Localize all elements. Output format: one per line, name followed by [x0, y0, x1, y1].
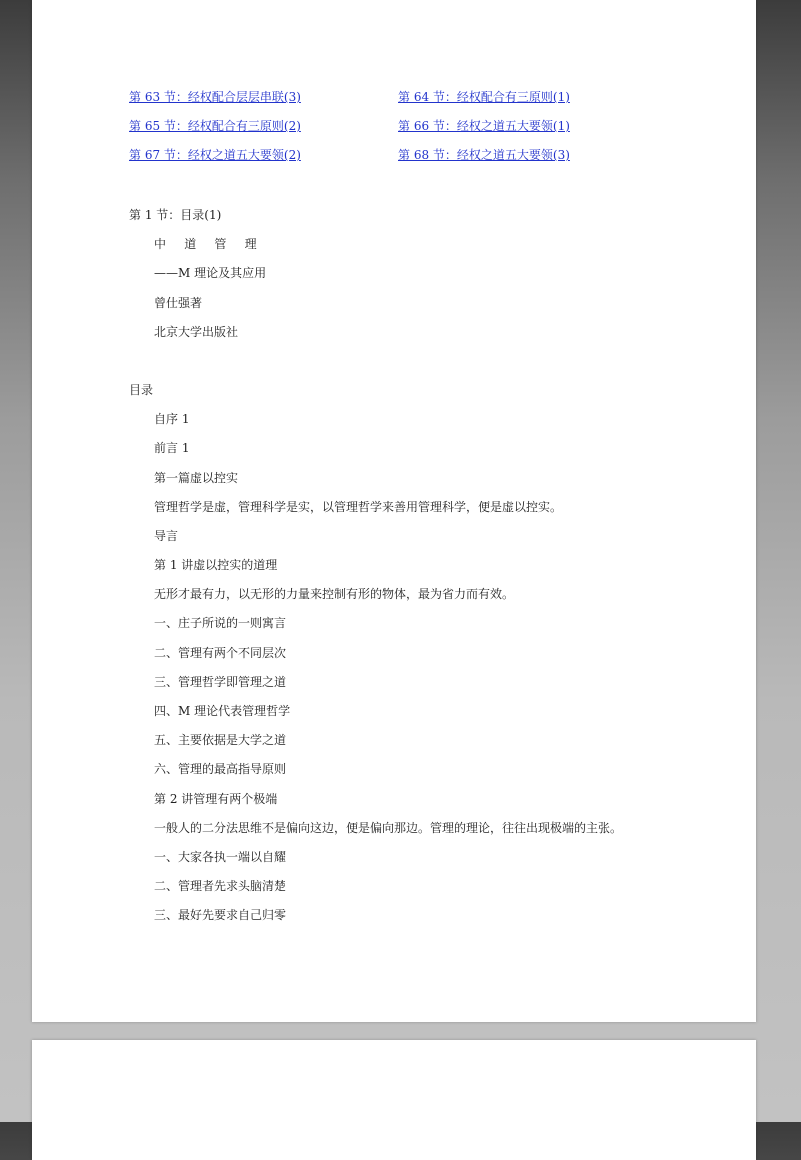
chapter-link[interactable]: 第 63 节：经权配合层层串联(3): [129, 90, 301, 104]
toc-item: 三、最好先要求自己归零: [154, 908, 287, 923]
book-author: 曾仕强著: [154, 295, 203, 310]
toc-item: 前言 1: [154, 441, 190, 456]
toc-item: 第 1 讲虚以控实的道理: [154, 558, 278, 573]
book-title: 中 道 管 理: [154, 237, 264, 252]
toc-item: 第一篇虚以控实: [154, 470, 239, 485]
toc-item: 第 2 讲管理有两个极端: [154, 791, 278, 806]
chapter-link[interactable]: 第 68 节：经权之道五大要领(3): [398, 148, 570, 162]
chapter-links: [129, 88, 658, 165]
toc-item: 一、庄子所说的一则寓言: [154, 616, 287, 631]
toc-item: 二、管理有两个不同层次: [154, 645, 287, 660]
chapter-link[interactable]: 第 65 节：经权配合有三原则(2): [129, 119, 301, 133]
toc-item: 六、管理的最高指导原则: [154, 762, 287, 777]
toc-item: 二、管理者先求头脑清楚: [154, 879, 287, 894]
toc-item: 导言: [154, 528, 179, 543]
document-body: [129, 206, 622, 936]
section-title: 第 1 节：目录(1): [129, 208, 222, 222]
chapter-link[interactable]: 第 66 节：经权之道五大要领(1): [398, 119, 570, 133]
toc-item: 一般人的二分法思维不是偏向这边，便是偏向那边。管理的理论，往往出现极端的主张。: [154, 820, 623, 835]
chapter-link[interactable]: 第 64 节：经权配合有三原则(1): [398, 90, 570, 104]
book-publisher: 北京大学出版社: [154, 324, 239, 339]
book-subtitle: ——M 理论及其应用: [154, 266, 267, 281]
next-document-page: [32, 1040, 756, 1160]
document-page: [32, 0, 756, 1022]
toc-item: 管理哲学是虚，管理科学是实，以管理哲学来善用管理科学，便是虚以控实。: [154, 499, 563, 514]
toc-heading: 目录: [129, 382, 154, 397]
chapter-link[interactable]: 第 67 节：经权之道五大要领(2): [129, 148, 301, 162]
toc-item: 一、大家各执一端以自耀: [154, 849, 287, 864]
toc-item: 三、管理哲学即管理之道: [154, 674, 287, 689]
toc-item: 五、主要依据是大学之道: [154, 733, 287, 748]
toc-item: 自序 1: [154, 412, 190, 427]
toc-item: 无形才最有力，以无形的力量来控制有形的物体，最为省力而有效。: [154, 587, 515, 602]
toc-item: 四、M 理论代表管理哲学: [154, 704, 291, 718]
